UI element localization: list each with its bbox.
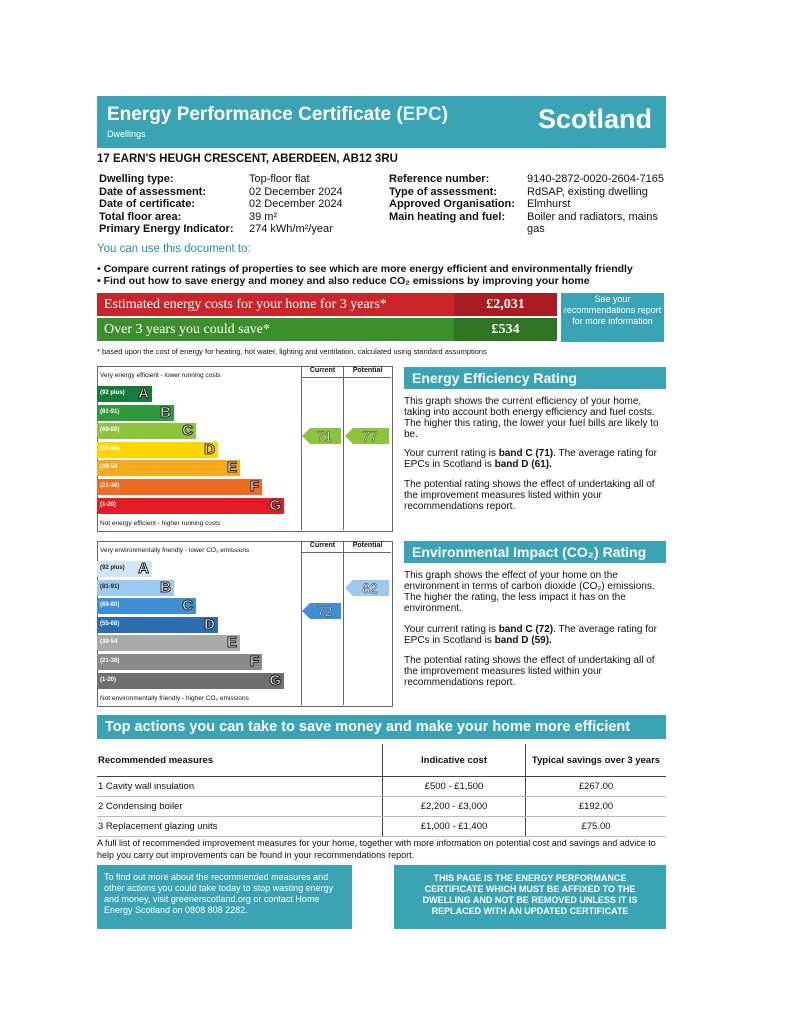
chart-bottom-label: Not energy efficient - higher running costs (100, 520, 221, 527)
potential-rating-arrow: 77 (345, 428, 389, 444)
band-range: (69-80) (100, 602, 120, 609)
estimated-cost-label: Estimated energy costs for your home for 3 years* (104, 297, 387, 312)
table-row (97, 817, 666, 837)
savings-cell: £267.00 (526, 777, 667, 797)
eff-band-d (97, 442, 218, 458)
table-header-row (97, 744, 666, 777)
band-letter: A (138, 385, 149, 402)
measure-cell: 3 Replacement glazing units (97, 817, 383, 837)
table-row (97, 777, 666, 797)
band-range: (39-54 (100, 639, 118, 646)
eff-band-e (97, 460, 240, 476)
chart-top-label: Very energy efficient - lower running costs (100, 372, 221, 379)
band-range: (92 plus) (100, 390, 125, 396)
eff-band-c (97, 423, 196, 439)
current-header: Current (309, 542, 336, 549)
band-letter: A (138, 560, 149, 577)
env-band-b (97, 580, 174, 596)
estimated-cost-row (97, 293, 557, 316)
band-letter: F (249, 478, 259, 495)
savings-label: Over 3 years you could save* (104, 322, 271, 337)
band-range: (21-38) (100, 658, 120, 664)
details-right-values: 9140-2872-0020-2604-7165 RdSAP, existing dwelling Elmhurst Boiler and radiators, mains gas (527, 173, 665, 235)
eir-paragraph-2: Your current rating is band C (72). The average rating for EPCs in Scotland is band D (59). (404, 624, 657, 646)
savings-cell: £192.00 (526, 797, 667, 817)
measure-cell: 2 Condensing boiler (97, 797, 383, 817)
region-label: Scotland (537, 104, 652, 134)
band-letter: C (182, 597, 193, 615)
property-address: 17 EARN'S HEUGH CRESCENT, ABERDEEN, AB12 3RU (97, 153, 398, 165)
top-actions-title: Top actions you can take to save money and make your home more efficient (97, 715, 666, 739)
epc-header (97, 96, 666, 148)
band-letter: C (182, 422, 193, 440)
col-header-measures: Recommended measures (97, 744, 383, 777)
cost-cell: £2,200 - £3,000 (383, 797, 526, 817)
band-letter: B (160, 578, 171, 596)
find-out-more-box: To find out more about the recommended measures and other actions you could take today to stop wasting energy and money, visit greenerscotland.org or contact Home Energy Scotland on 0808 808 2282. (97, 865, 352, 929)
eer-paragraph-2: Your current rating is band C (71). The average rating for EPCs in Scotland is band D (61). (404, 448, 657, 470)
energy-efficiency-chart (97, 366, 392, 532)
band-range: (81-91) (100, 408, 120, 415)
eff-band-b (97, 405, 174, 421)
eer-paragraph-1: This graph shows the current efficiency of your home, taking into account both energy efficiency and fuel costs. The higher this rating, the lower your fuel bills are likely to be. (404, 396, 659, 440)
footnote: * based upon the cost of energy for heating, hot water, lighting and ventilation, calculated using standard assumptions (97, 347, 487, 356)
band-range: (39-54 (100, 464, 118, 471)
details-left-labels: Dwelling type: Date of assessment: Date of certificate: Total floor area: Primary Energy Indicator: (99, 173, 234, 235)
band-range: (21-38) (100, 483, 120, 489)
recommended-measures-table (97, 744, 666, 837)
use-heading: You can use this document to: (97, 243, 251, 255)
current-header: Current (309, 367, 336, 374)
current-rating-arrow: 71 (302, 428, 341, 444)
bullet-item: • Compare current ratings of properties to see which are more energy efficient and environmentally friendly (97, 263, 633, 275)
eff-band-g (97, 498, 284, 514)
band-range: (1-20) (100, 676, 117, 683)
col-header-savings: Typical savings over 3 years (526, 744, 667, 777)
eir-paragraph-1: This graph shows the effect of your home on the environment in terms of carbon dioxide (CO₂) emissions. The higher the rating, the less impact it has on the environment. (404, 570, 655, 614)
band-letter: D (204, 440, 215, 458)
see-recommendations-box: See your recommendations report for more information (561, 293, 664, 342)
details-left-values: Top-floor flat 02 December 2024 02 December 2024 39 m² 274 kWh/m²/year (249, 173, 343, 235)
potential-rating-arrow: 82 (345, 580, 389, 596)
chart-bottom-label: Not environmentally friendly - higher CO₂ emissions (100, 695, 249, 702)
savings-value: £534 (454, 318, 557, 341)
env-band-c (97, 598, 196, 614)
band-letter: G (269, 671, 281, 689)
full-list-note: A full list of recommended improvement measures for your home, together with more information on potential cost and savings and advice to help you carry out improvements can be found in your recommendations report. (97, 838, 656, 860)
measure-cell: 1 Cavity wall insulation (97, 777, 383, 797)
env-band-d (97, 617, 218, 633)
env-band-g (97, 673, 284, 689)
band-letter: E (226, 634, 237, 652)
details-right-labels: Reference number: Type of assessment: Approved Organisation: Main heating and fuel: (389, 173, 515, 223)
potential-header: Potential (352, 542, 383, 549)
band-letter: F (249, 653, 259, 670)
environmental-impact-title: Environmental Impact (CO₂) Rating (404, 541, 666, 563)
estimated-cost-value: £2,031 (454, 293, 557, 316)
savings-row (97, 318, 557, 341)
environmental-impact-chart (97, 541, 392, 707)
band-letter: E (226, 459, 237, 477)
eff-band-f (97, 479, 262, 495)
env-band-f (97, 654, 262, 670)
eer-paragraph-3: The potential rating shows the effect of undertaking all of the improvement measures listed within your recommendations report. (404, 479, 655, 512)
band-range: (69-80) (100, 427, 120, 434)
band-range: (92 plus) (100, 565, 125, 571)
table-row (97, 797, 666, 817)
certificate-notice-box: THIS PAGE IS THE ENERGY PERFORMANCE CERTIFICATE WHICH MUST BE AFFIXED TO THE DWELLING AND NOT BE REMOVED UNLESS IT IS REPLACED WITH AN UPDATED CERTIFICATE (394, 865, 666, 929)
band-letter: B (160, 403, 171, 421)
page-subtitle: Dwellings (107, 129, 146, 139)
env-band-a (97, 561, 152, 577)
eir-paragraph-3: The potential rating shows the effect of undertaking all of the improvement measures listed within your recommendations report. (404, 655, 655, 688)
band-range: (81-91) (100, 583, 120, 590)
eff-band-a (97, 386, 152, 402)
band-range: (55-68) (100, 445, 120, 452)
env-band-e (97, 635, 240, 651)
band-letter: D (204, 615, 215, 633)
energy-efficiency-title: Energy Efficiency Rating (404, 367, 666, 389)
bullet-item: • Find out how to save energy and money and also reduce CO₂ emissions by improving your home (97, 275, 590, 287)
savings-cell: £75.00 (526, 817, 667, 837)
current-rating-arrow: 72 (302, 603, 341, 619)
band-letter: G (269, 496, 281, 514)
band-range: (1-20) (100, 501, 117, 508)
col-header-cost: Indicative cost (383, 744, 526, 777)
potential-header: Potential (352, 367, 383, 374)
band-range: (55-68) (100, 620, 120, 627)
chart-top-label: Very environmentally friendly - lower CO₂ emissions (100, 547, 250, 554)
cost-cell: £500 - £1,500 (383, 777, 526, 797)
page-title: Energy Performance Certificate (EPC) (107, 104, 449, 125)
cost-cell: £1,000 - £1,400 (383, 817, 526, 837)
